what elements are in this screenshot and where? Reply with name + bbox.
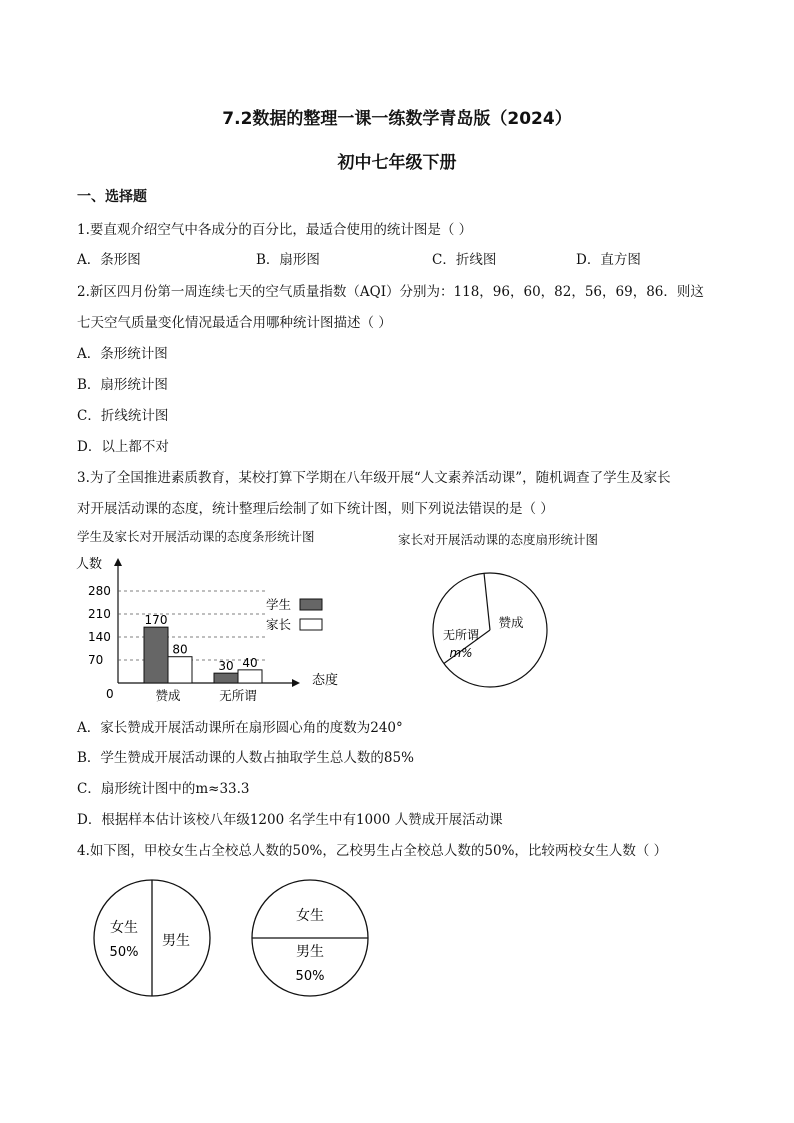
x-axis-label: 态度 xyxy=(312,673,339,688)
y-axis-arrow xyxy=(114,558,122,566)
origin-label: 0 xyxy=(106,687,114,701)
y-axis-label: 人数 xyxy=(76,557,103,572)
section-heading: 一、选择题 xyxy=(77,189,147,205)
q1-option-d: D．直方图 xyxy=(576,252,641,268)
q2-option-b: B．扇形统计图 xyxy=(77,377,168,393)
school-b-girls-label: 女生 xyxy=(296,908,324,924)
school-a-girls-pct: 50% xyxy=(109,945,139,960)
q1-option-b: B．扇形图 xyxy=(256,252,320,268)
x-tick-label: 无所谓 xyxy=(219,688,257,703)
legend-label: 学生 xyxy=(266,597,292,612)
q3-option-a: A．家长赞成开展活动课所在扇形圆心角的度数为240° xyxy=(77,720,403,736)
school-b-pie xyxy=(248,876,372,1000)
bar-chart xyxy=(70,548,370,708)
bar-value-label: 170 xyxy=(144,613,168,628)
bar-value-label: 40 xyxy=(242,655,258,670)
legend-label: 家长 xyxy=(266,617,292,632)
x-axis-arrow xyxy=(292,679,300,687)
q1-option-a: A．条形图 xyxy=(77,252,141,268)
y-tick-label: 280 xyxy=(88,584,111,598)
q2-stem-line2: 七天空气质量变化情况最适合用哪种统计图描述（ ） xyxy=(77,315,392,331)
school-b-boys-label: 男生 xyxy=(296,944,324,960)
school-a-girls-label: 女生 xyxy=(110,920,138,936)
q1-stem: 1.要直观介绍空气中各成分的百分比，最适合使用的统计图是（ ） xyxy=(77,222,473,238)
bar-value-label: 80 xyxy=(172,642,188,657)
q4-stem: 4.如下图，甲校女生占全校总人数的50%，乙校男生占全校总人数的50%，比较两校女生人数（ ） xyxy=(77,843,668,859)
bar-value-label: 30 xyxy=(218,659,234,674)
bar xyxy=(144,627,168,683)
doc-subtitle: 初中七年级下册 xyxy=(337,153,457,173)
q2-option-d: D．以上都不对 xyxy=(77,439,169,455)
q3-option-b: B．学生赞成开展活动课的人数占抽取学生总人数的85% xyxy=(77,750,414,766)
q3-stem-line1: 3.为了全国推进素质教育，某校打算下学期在八年级开展“人文素养活动课”，随机调查了学生及家长 xyxy=(77,470,671,486)
q3-option-c: C．扇形统计图中的m≈33.3 xyxy=(77,781,250,797)
pie-chart xyxy=(425,565,555,695)
q2-option-a: A．条形统计图 xyxy=(77,346,168,362)
legend-swatch xyxy=(300,599,322,610)
x-tick-label: 赞成 xyxy=(155,688,181,703)
pie-slice-label: 赞成 xyxy=(498,615,524,630)
y-tick-label: 70 xyxy=(88,653,104,667)
bar xyxy=(168,657,192,683)
bar xyxy=(214,673,238,683)
q1-option-c: C．折线图 xyxy=(432,252,497,268)
legend-swatch xyxy=(300,619,322,630)
y-tick-label: 210 xyxy=(88,607,111,621)
pie-chart-title: 家长对开展活动课的态度扇形统计图 xyxy=(398,532,599,547)
y-tick-label: 140 xyxy=(88,630,111,644)
doc-title: 7.2数据的整理一课一练数学青岛版（2024） xyxy=(222,109,572,129)
pie-slice-label: 无所谓 xyxy=(442,628,480,642)
bar xyxy=(238,670,262,683)
q2-option-c: C．折线统计图 xyxy=(77,408,169,424)
pie-slice-sublabel: m% xyxy=(449,646,473,660)
school-a-boys-label: 男生 xyxy=(162,933,190,949)
bar-chart-title: 学生及家长对开展活动课的态度条形统计图 xyxy=(77,529,315,544)
school-b-boys-pct: 50% xyxy=(295,969,325,984)
q3-option-d: D．根据样本估计该校八年级1200 名学生中有1000 人赞成开展活动课 xyxy=(77,812,503,828)
school-a-pie xyxy=(90,876,214,1000)
q3-stem-line2: 对开展活动课的态度，统计整理后绘制了如下统计图，则下列说法错误的是（ ） xyxy=(77,501,554,517)
q2-stem-line1: 2.新区四月份第一周连续七天的空气质量指数（AQI）分别为：118，96，60，82，56，69，86．则这 xyxy=(77,284,704,300)
